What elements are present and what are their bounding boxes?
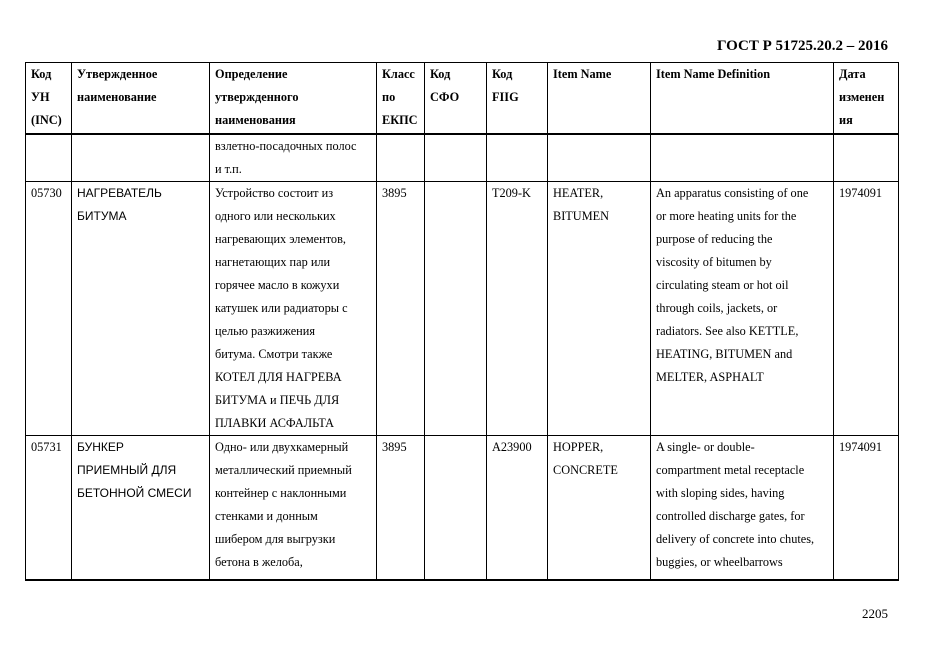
cell-date: 1974091 (834, 182, 899, 436)
header-definition: Определение утвержденного наименования (210, 63, 377, 135)
header-name: Утвержденное наименование (72, 63, 210, 135)
cell-sfo (425, 182, 487, 436)
cell-date: 1974091 (834, 436, 899, 581)
header-item-definition: Item Name Definition (651, 63, 834, 135)
cell-fiig: A23900 (487, 436, 548, 581)
cell-fiig (487, 134, 548, 182)
cell-item-definition: An apparatus consisting of one or more heating units for the purpose of reducing the viscosity of bitumen by circulating steam or hot oil through coils, jackets, or radiators. See also KETTLE, HEATING, BITUMEN and MELTER, ASPHALT (651, 182, 834, 436)
header-class: Класс по ЕКПС (377, 63, 425, 135)
table-row-continuation (26, 134, 899, 182)
header-inc: Код УН (INC) (26, 63, 72, 135)
table-header-row (26, 63, 899, 135)
cell-item-name: HOPPER, CONCRETE (548, 436, 651, 581)
cell-inc: 05730 (26, 182, 72, 436)
header-sfo: Код СФО (425, 63, 487, 135)
cell-item-name: HEATER, BITUMEN (548, 182, 651, 436)
header-fiig: Код FIIG (487, 63, 548, 135)
cell-item-name (548, 134, 651, 182)
cell-fiig: T209-K (487, 182, 548, 436)
cell-class (377, 134, 425, 182)
document-header: ГОСТ Р 51725.20.2 – 2016 (716, 38, 888, 54)
cell-definition: Одно- или двухкамерный металлический приемный контейнер с наклонными стенками и донным шибером для выгрузки бетона в желоба, (210, 436, 377, 581)
catalog-table (25, 62, 899, 581)
cell-class: 3895 (377, 436, 425, 581)
cell-class: 3895 (377, 182, 425, 436)
cell-item-definition: A single- or double- compartment metal receptacle with sloping sides, having controlled discharge gates, for delivery of concrete into chutes, buggies, or wheelbarrows (651, 436, 834, 581)
cell-inc (26, 134, 72, 182)
header-item-name: Item Name (548, 63, 651, 135)
page-number: 2205 (862, 606, 888, 621)
cell-name (72, 134, 210, 182)
cell-definition: взлетно-посадочных полос и т.п. (210, 134, 377, 182)
cell-sfo (425, 134, 487, 182)
cell-name: БУНКЕР ПРИЕМНЫЙ ДЛЯ БЕТОННОЙ СМЕСИ (72, 436, 210, 581)
cell-item-definition (651, 134, 834, 182)
cell-name: НАГРЕВАТЕЛЬ БИТУМА (72, 182, 210, 436)
table-row (26, 436, 899, 581)
cell-sfo (425, 436, 487, 581)
table-row (26, 182, 899, 436)
cell-date (834, 134, 899, 182)
header-date: Дата изменен ия (834, 63, 899, 135)
cell-inc: 05731 (26, 436, 72, 581)
cell-definition: Устройство состоит из одного или нескольких нагревающих элементов, нагнетающих пар или горячее масло в кожухи катушек или радиаторы с целью разжижения битума. Смотри также КОТЕЛ ДЛЯ НАГРЕВА БИТУМА и ПЕЧЬ ДЛЯ ПЛАВКИ АСФАЛЬТА (210, 182, 377, 436)
